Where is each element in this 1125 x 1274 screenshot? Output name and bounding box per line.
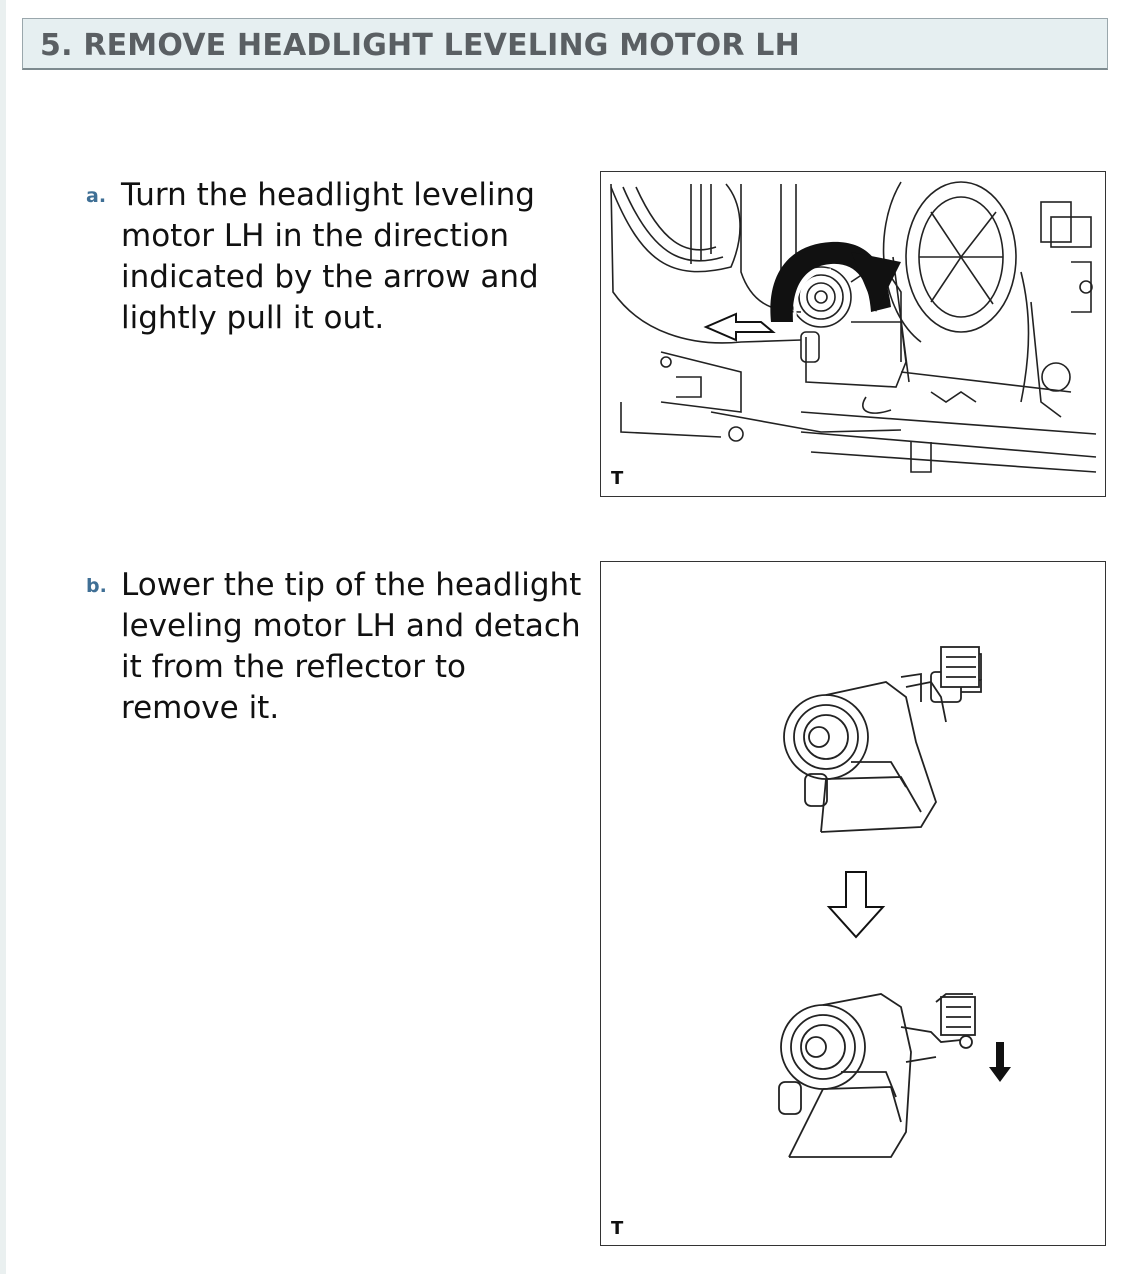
down-arrow-icon <box>829 872 883 937</box>
figure-label: T <box>611 1218 624 1239</box>
left-rail <box>0 0 6 1274</box>
motor-upper <box>784 647 981 832</box>
step-marker: b. <box>86 575 107 597</box>
step-marker: a. <box>86 185 107 207</box>
figure-step-a <box>600 171 1106 497</box>
step-text: Turn the headlight leveling motor LH in the direction indicated by the arrow and lightly pull it out. <box>121 177 539 336</box>
figure-label: T <box>611 468 624 489</box>
section-header <box>22 18 1108 70</box>
headlight-assembly-illustration <box>601 172 1104 495</box>
tip-down-arrow-icon <box>989 1042 1011 1082</box>
section-title: 5. REMOVE HEADLIGHT LEVELING MOTOR LH <box>40 28 800 63</box>
motor-lower <box>779 994 975 1157</box>
figure-step-b <box>600 561 1106 1246</box>
step-text: Lower the tip of the headlight leveling motor LH and detach it from the reflector to remove it. <box>121 567 582 726</box>
motor-removal-illustration <box>601 562 1104 1244</box>
